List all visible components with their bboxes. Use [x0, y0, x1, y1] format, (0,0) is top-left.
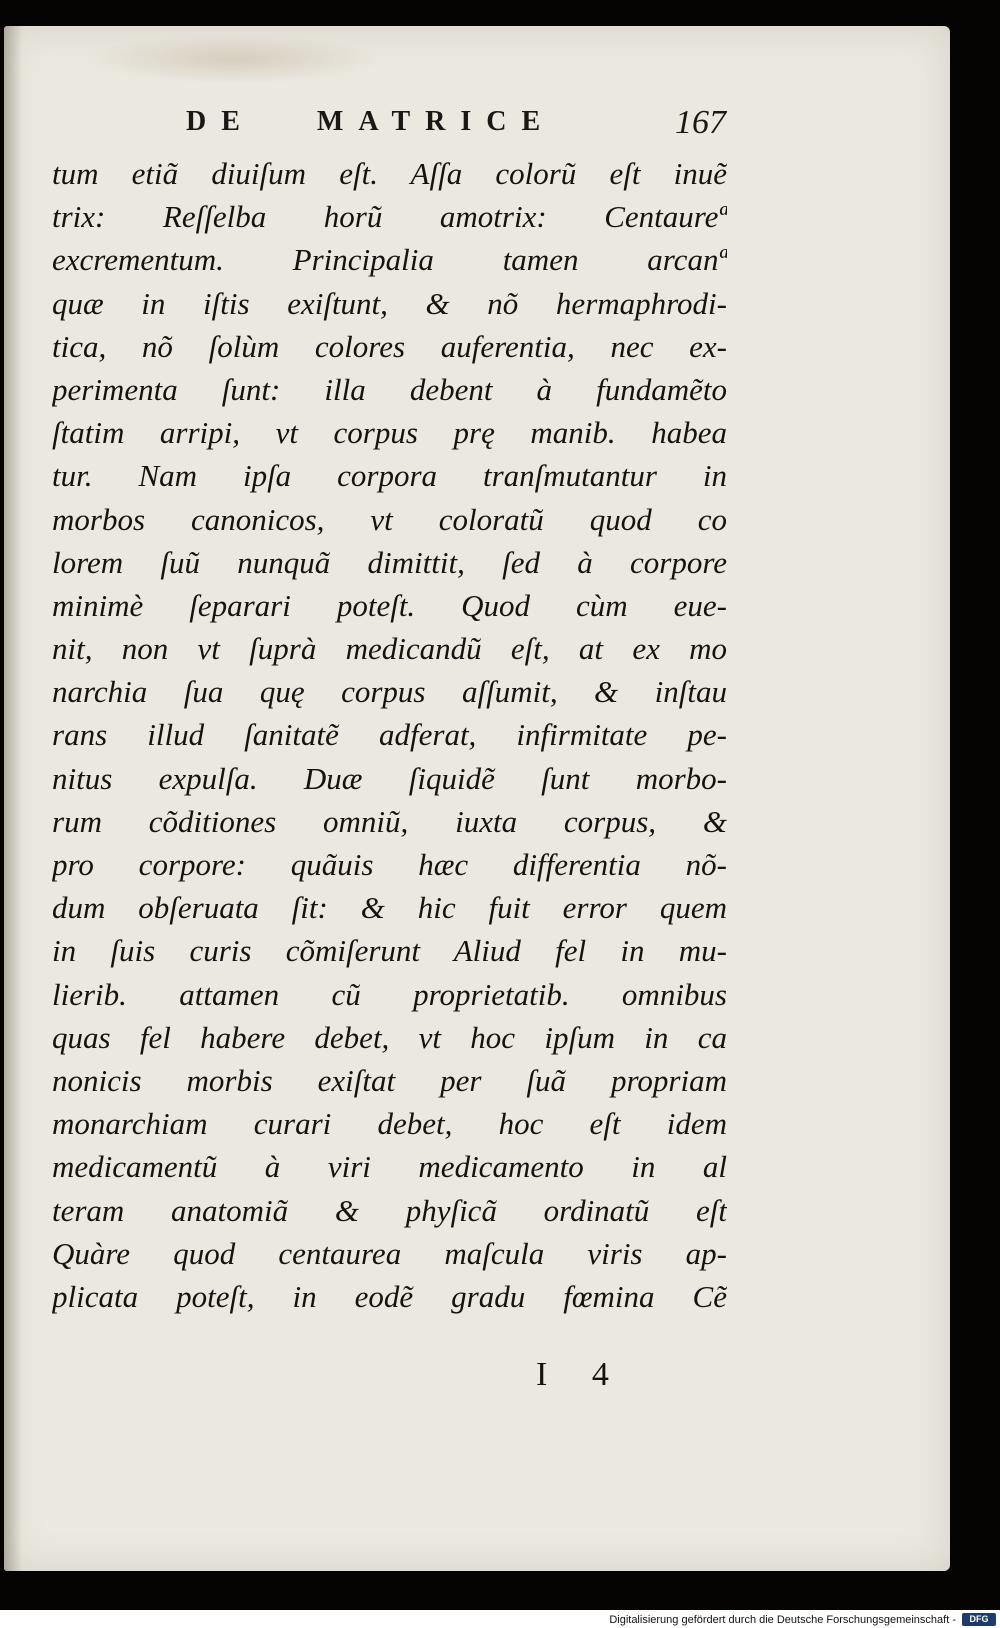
signature-mark: I 4	[536, 1356, 627, 1393]
text-line: morbos canonicos, vt coloratũ quod co	[52, 501, 727, 537]
text-line: tica, nõ ſolùm colores auferentia, nec ex-	[52, 328, 727, 364]
text-line: lorem ſuũ nunquã dimittit, ſed à corpore	[52, 544, 727, 580]
running-head	[186, 106, 726, 146]
text-line: rans illud ſanitatẽ adferat, infirmitate pe-	[52, 717, 727, 753]
text-line: Quàre quod centaurea maſcula viris ap-	[52, 1235, 727, 1271]
text-line: teram anatomiã & phyſicã ordinatũ eſt	[52, 1192, 727, 1228]
text-line: nitus expulſa. Duæ ſiquidẽ ſunt morbo-	[52, 760, 727, 796]
dfg-logo: DFG	[962, 1613, 996, 1626]
text-line: quæ in iſtis exiſtunt, & nõ hermaphrodi-	[52, 285, 727, 321]
text-line: trix: Reſſelba horũ amotrix: Centaureª	[52, 199, 727, 235]
text-line: tum etiã diuiſum eſt. Aſſa colorũ eſt inuẽ	[52, 156, 727, 191]
text-line: plicata poteſt, in eodẽ gradu fœmina Cẽ	[52, 1278, 727, 1314]
text-line: narchia ſua quę corpus aſſumit, & inſtau	[52, 674, 727, 710]
digitization-credit: Digitalisierung gefördert durch die Deutsche Forschungsgemeinschaft -	[609, 1614, 956, 1626]
text-line: ſtatim arripi, vt corpus prę manib. habea	[52, 415, 727, 451]
text-line: tur. Nam ipſa corpora tranſmutantur in	[52, 458, 727, 494]
text-line: monarchiam curari debet, hoc eſt idem	[52, 1106, 727, 1142]
page-number: 167	[675, 104, 726, 141]
paper-stain	[84, 34, 384, 84]
text-line: perimenta ſunt: illa debent à fundamẽto	[52, 371, 727, 407]
text-line: rum cõditiones omniũ, iuxta corpus, &	[52, 803, 727, 839]
running-title: DE MATRICE	[186, 106, 556, 137]
text-line: quas fel habere debet, vt hoc ipſum in ca	[52, 1019, 727, 1055]
text-line: minimè ſeparari poteſt. Quod cùm eue-	[52, 587, 727, 623]
body-text	[52, 152, 727, 1318]
text-line: nit, non vt ſuprà medicandũ eſt, at ex mo	[52, 631, 727, 667]
text-line: dum obſeruata ſit: & hic fuit error quem	[52, 890, 727, 926]
text-line: medicamentũ à viri medicamento in al	[52, 1149, 727, 1185]
text-line: in ſuis curis cõmiſerunt Aliud fel in mu-	[52, 933, 727, 969]
text-line: lierib. attamen cũ proprietatib. omnibus	[52, 976, 727, 1012]
text-line: pro corpore: quãuis hæc differentia nõ-	[52, 847, 727, 882]
text-line: nonicis morbis exiſtat per ſuã propriam	[52, 1062, 727, 1098]
gutter-shadow	[4, 26, 22, 1571]
text-line: excrementum. Principalia tamen arcanª	[52, 242, 727, 278]
